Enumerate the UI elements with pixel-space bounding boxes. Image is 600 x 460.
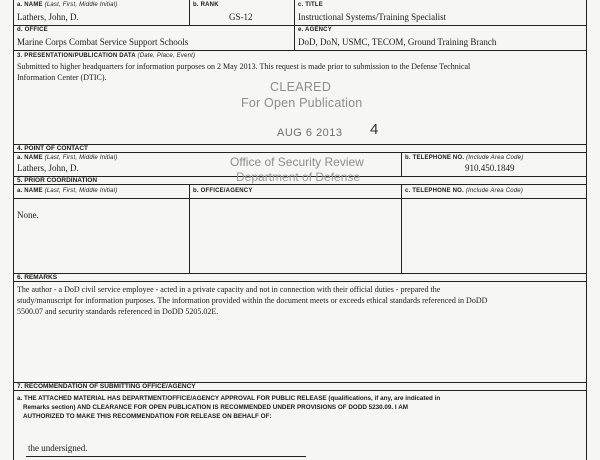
cleared-stamp-number: 4 [370,121,379,138]
coord-name-value-cell [14,198,189,273]
point-of-contact-heading: 4. POINT OF CONTACT [14,144,586,153]
cleared-stamp-subtitle: For Open Publication [241,96,363,110]
author-title-value: Instructional Systems/Training Specialist [298,12,447,22]
office-label: d. OFFICE [17,27,48,33]
poc-phone-label: b. TELEPHONE NO. (Include Area Code) [405,155,524,161]
presentation-line-2: Information Center (DTIC). [17,73,107,82]
author-row [14,0,586,26]
presentation-heading: 3. PRESENTATION/PUBLICATION DATA (Date, Place, Event) [17,53,196,59]
coord-name-header [14,185,189,198]
remarks-heading: 6. REMARKS [14,273,586,282]
remarks-line-3: 5500.07 and security standards referenced in DoDD 5205.02E. [17,307,219,316]
recommendation-heading: 7. RECOMMENDATION OF SUBMITTING OFFICE/AGENCY [14,382,586,391]
coord-phone-header [401,185,586,198]
cleared-stamp-title: CLEARED [270,80,332,94]
agency-label: e. AGENCY [298,27,332,33]
poc-name-value: Lathers, John, D. [17,163,79,173]
presentation-line-1: Submitted to higher headquarters for information purposes on 2 May 2013. This request is made prior to submission to the Defense Technical [17,62,471,71]
author-title-cell [294,0,586,25]
recommendation-line-2: Remarks section) AND CLEARANCE FOR OPEN PUBLICATION IS RECOMMENDED UNDER PROVISIONS OF DODD 5230.09. I AM [23,404,408,411]
remarks-line-1: The author - a DoD civil service employee - acted in a private capacity and not in connection with their official duties - prepared the [17,285,441,294]
signature-line [26,456,306,457]
poc-phone-cell [401,153,586,176]
remarks-line-2: study/manuscript for information purposes. The information provided within the document meets or exceeds ethical standards referenced in DoDD [17,296,488,305]
recommendation-line-1: a. THE ATTACHED MATERIAL HAS DEPARTMENT/OFFICE/AGENCY APPROVAL FOR PUBLIC RELEASE (qualifications, if any, are indicated in [17,395,441,402]
author-name-value: Lathers, John, D. [17,12,79,22]
prior-coordination-body-row [14,198,586,274]
clearance-form [13,0,587,460]
poc-phone-value: 910.450.1849 [465,163,515,173]
coord-name-label: a. NAME (Last, First, Middle Initial) [17,188,118,194]
coord-phone-label: c. TELEPHONE NO. (Include Area Code) [405,188,524,194]
office-row [14,25,586,51]
recommendation-on-behalf: the undersigned. [28,443,88,453]
poc-name-label: a. NAME (Last, First, Middle Initial) [17,155,118,161]
author-rank-cell [189,0,294,25]
prior-coordination-heading: 5. PRIOR COORDINATION [14,176,586,185]
office-cell [14,25,294,50]
security-review-office: Office of Security Review [230,155,364,169]
remarks-text [17,284,582,317]
agency-value: DoD, DoN, USMC, TECOM, Ground Training Branch [298,37,497,47]
author-name-label: a. NAME (Last, First, Middle Initial) [17,2,118,8]
coord-name-value: None. [17,210,39,220]
author-rank-value: GS-12 [229,12,253,22]
recommendation-text [17,394,583,421]
agency-cell [294,25,586,50]
prior-coordination-header-row [14,185,586,199]
office-value: Marine Corps Combat Service Support Schools [17,37,189,47]
recommendation-line-3: AUTHORIZED TO MAKE THIS RECOMMENDATION FOR RELEASE ON BEHALF OF: [23,413,272,420]
coord-office-label: b. OFFICE/AGENCY [193,188,253,194]
author-title-label: c. TITLE [298,2,323,8]
security-review-department: Department of Defense [236,170,361,184]
author-name-cell [14,0,189,25]
recommendation-body [14,391,586,460]
cleared-stamp-date: AUG 6 2013 [277,127,343,139]
coord-office-header [189,185,401,198]
coord-phone-value-cell [401,198,586,273]
author-rank-label: b. RANK [193,2,219,8]
remarks-body [14,282,586,383]
coord-office-value-cell [189,198,401,273]
